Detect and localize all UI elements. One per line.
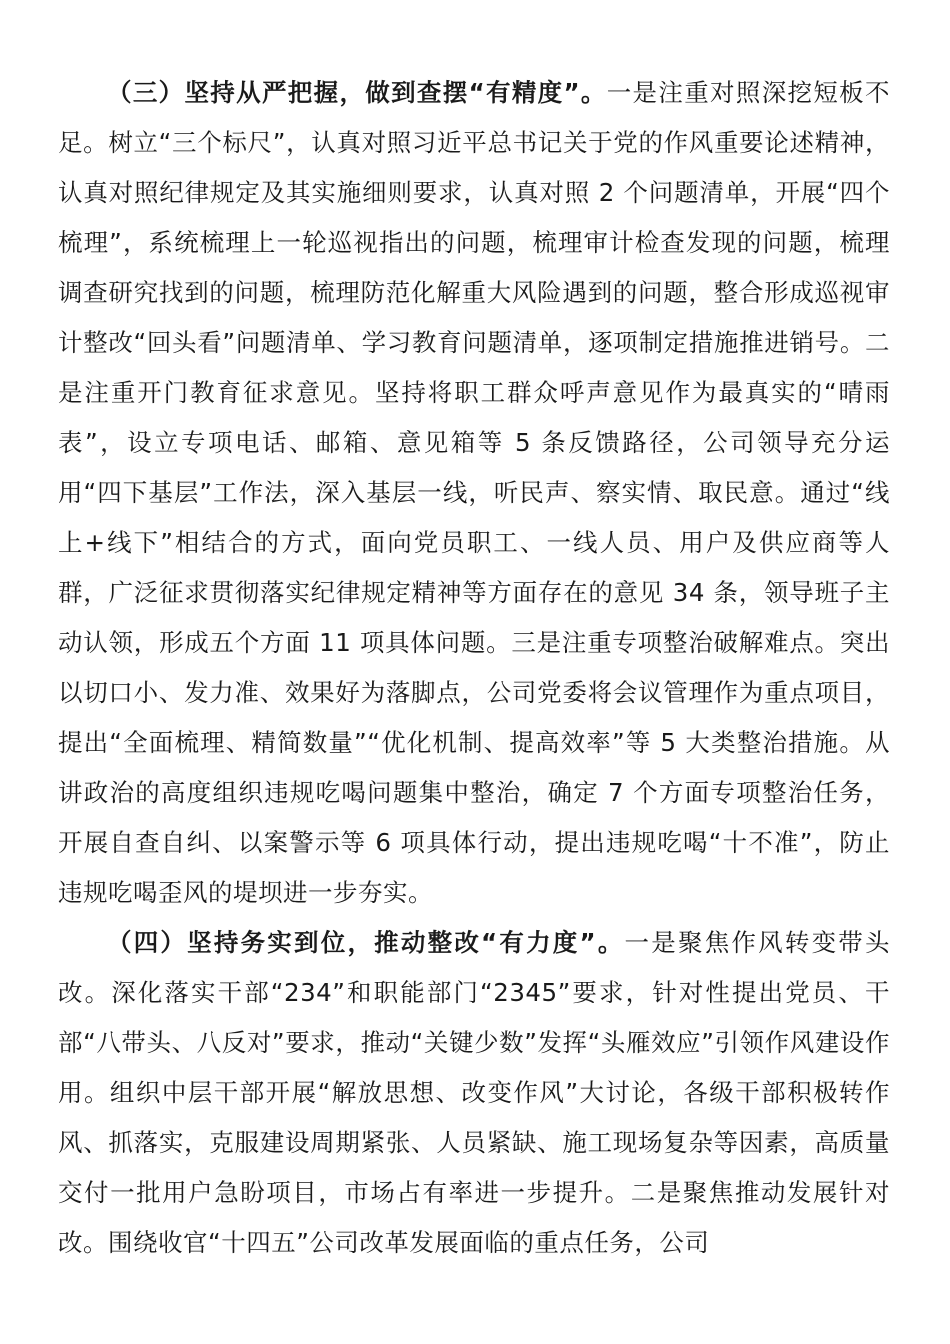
paragraph-section-3 — [58, 68, 890, 918]
section-4-body: 一是聚焦作风转变带头改。深化落实干部“234”和职能部门“2345”要求，针对性提出党员、干部“八带头、八反对”要求，推动“关键少数”发挥“头雁效应”引领作风建设作用。组织中层干部开展“解放思想、改变作风”大讨论，各级干部积极转作风、抓落实，克服建设周期紧张、人员紧缺、施工现场复杂等因素，高质量交付一批用户急盼项目，市场占有率进一步提升。二是聚焦推动发展针对改。围绕收官“十四五”公司改革发展面临的重点任务，公司 — [58, 928, 891, 1257]
section-4-heading: （四）坚持务实到位，推动整改“有力度”。 — [107, 928, 625, 957]
paragraph-section-4 — [58, 918, 890, 1268]
section-3-heading: （三）坚持从严把握，做到查摆“有精度”。 — [107, 78, 607, 107]
document-body — [58, 68, 890, 1268]
section-3-body: 一是注重对照深挖短板不足。树立“三个标尺”，认真对照习近平总书记关于党的作风重要论述精神，认真对照纪律规定及其实施细则要求，认真对照 2 个问题清单，开展“四个梳理”，系统梳理上一轮巡视指出的问题，梳理审计检查发现的问题，梳理调查研究找到的问题，梳理防范化解重大风险遇到的问题，整合形成巡视审计整改“回头看”问题清单、学习教育问题清单，逐项制定措施推进销号。二是注重开门教育征求意见。坚持将职工群众呼声意见作为最真实的“晴雨表”，设立专项电话、邮箱、意见箱等 5 条反馈路径，公司领导充分运用“四下基层”工作法，深入基层一线，听民声、察实情、取民意。通过“线上+线下”相结合的方式，面向党员职工、一线人员、用户及供应商等人群，广泛征求贯彻落实纪律规定精神等方面存在的意见 34 条，领导班子主动认领，形成五个方面 11 项具体问题。三是注重专项整治破解难点。突出以切口小、发力准、效果好为落脚点，公司党委将会议管理作为重点项目，提出“全面梳理、精简数量”“优化机制、提高效率”等 5 大类整治措施。从讲政治的高度组织违规吃喝问题集中整治，确定 7 个方面专项整治任务，开展自查自纠、以案警示等 6 项具体行动，提出违规吃喝“十不准”，防止违规吃喝歪风的堤坝进一步夯实。 — [58, 78, 890, 907]
